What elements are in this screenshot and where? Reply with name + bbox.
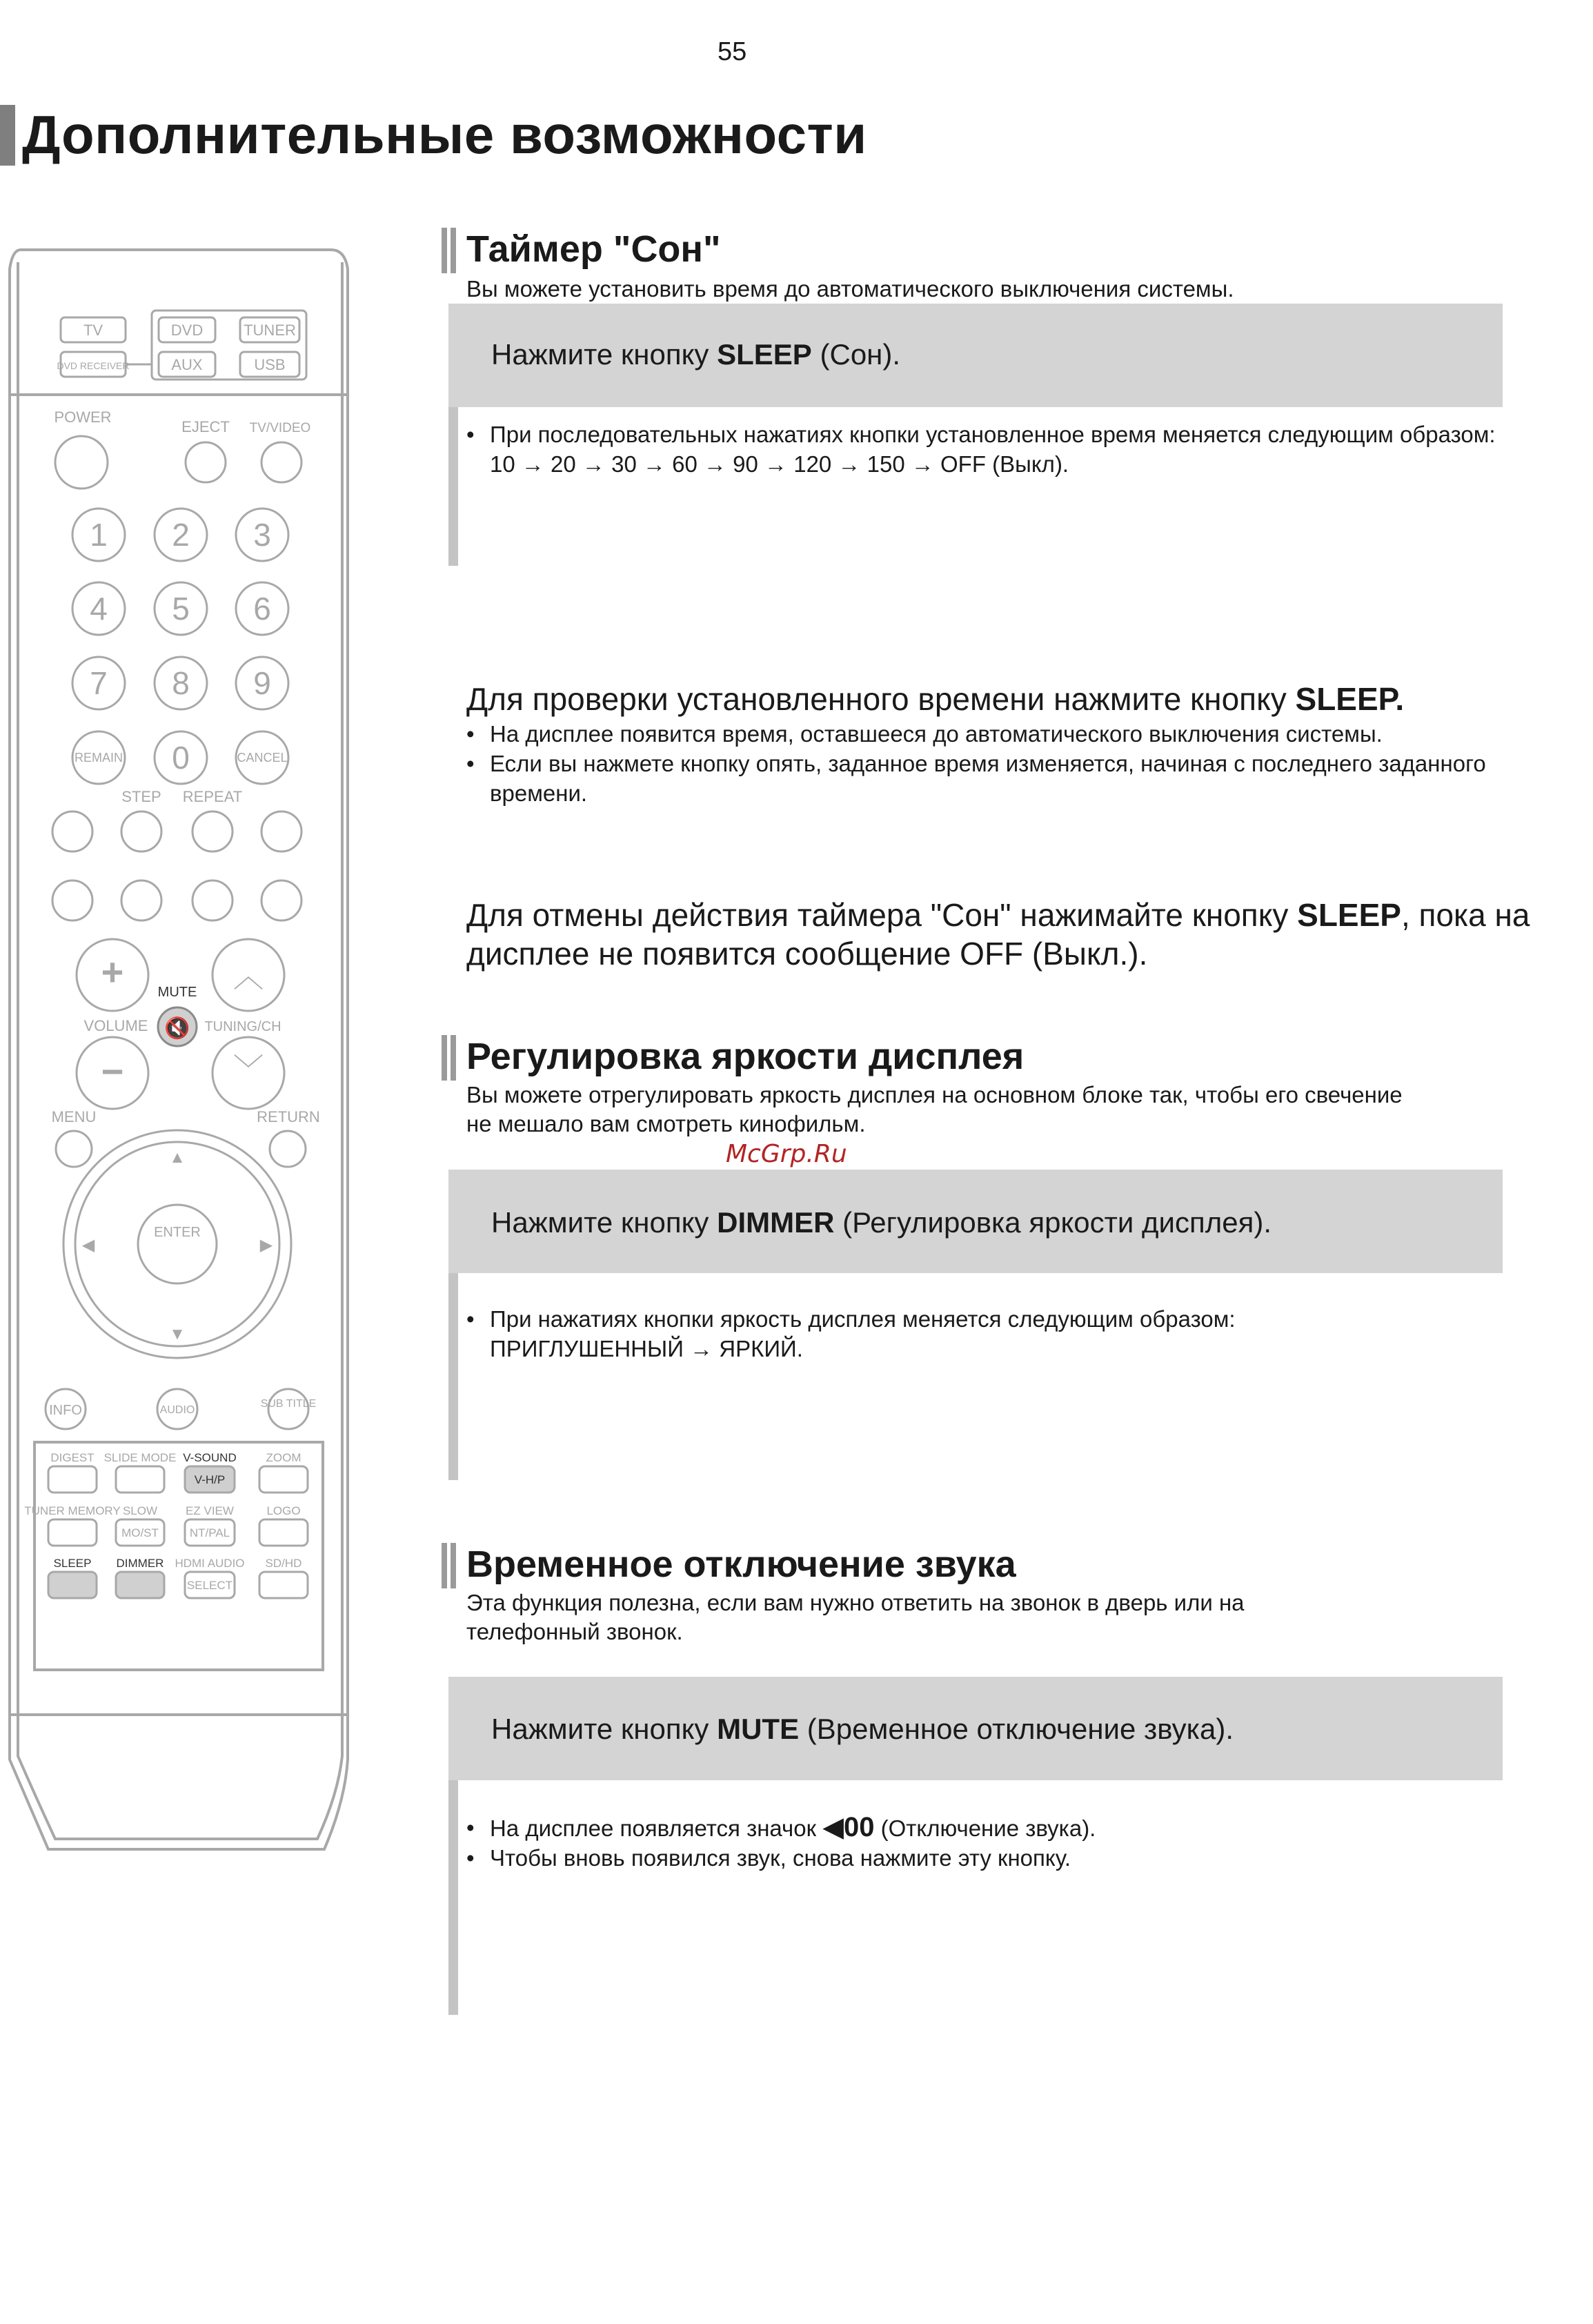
remote-label: TUNER — [244, 322, 296, 339]
vertical-rule — [448, 407, 458, 566]
remote-digit-label: REMAIN — [74, 751, 123, 765]
section-marker — [442, 1543, 457, 1588]
remote-function-label: LOGO — [266, 1504, 301, 1517]
remote-label: RETURN — [257, 1108, 320, 1125]
remote-digit-label: 4 — [90, 591, 108, 627]
dimmer-key — [116, 1572, 164, 1598]
remote-function-label: DIGEST — [50, 1451, 95, 1464]
remote-function-label: HDMI AUDIO — [175, 1557, 245, 1570]
tv-video-button — [261, 442, 301, 482]
remote-digit-label: 9 — [253, 665, 271, 701]
power-button — [55, 436, 108, 489]
svg-text:+: + — [101, 950, 124, 994]
remote-label: DVD — [170, 322, 204, 339]
list-item: • Чтобы вновь появился звук, снова нажмите эту кнопку. — [466, 1843, 1508, 1873]
svg-text:−: − — [101, 1050, 124, 1093]
remote-key-label: SELECT — [186, 1579, 233, 1592]
enter-button — [138, 1205, 217, 1283]
remote-label: MENU — [51, 1108, 97, 1125]
remote-label: TUNING/CH — [204, 1019, 281, 1034]
svg-text:▶: ▶ — [259, 1236, 273, 1254]
sleep-cancel-text: Для отмены действия таймера "Сон" нажимайте кнопку SLEEP, пока на дисплее не появится сообщение OFF (Выкл.). — [466, 897, 1530, 972]
remote-digit-label: 0 — [172, 740, 190, 776]
title-accent-bar — [0, 105, 15, 166]
page-title: Дополнительные возможности — [22, 104, 867, 165]
remote-digit-label: CANCEL — [237, 751, 288, 765]
svg-text:◀: ◀ — [81, 1236, 95, 1254]
mute-section-desc: Эта функция полезна, если вам нужно ответить на звонок в дверь или на телефонный звонок. — [466, 1590, 1245, 1644]
remote-function-label: V-SOUND — [183, 1451, 237, 1464]
svg-text:🔇: 🔇 — [164, 1017, 190, 1040]
remote-digit-label: 8 — [172, 665, 190, 701]
dimmer-section-title: Регулировка яркости дисплея — [466, 1036, 1025, 1077]
remote-function-label: SLEEP — [53, 1557, 92, 1570]
dimmer-section-desc: Вы можете отрегулировать яркость дисплея на основном блоке так, чтобы его свечение не мешало вам смотреть кинофильм. — [466, 1082, 1403, 1136]
eject-button — [186, 442, 226, 482]
mute-indicator-icon: ◀00 — [822, 1812, 875, 1842]
remote-digit-label: 7 — [90, 665, 108, 701]
remote-label: MUTE — [157, 985, 197, 1000]
remote-function-label: SLOW — [122, 1504, 158, 1517]
remote-label: EJECT — [181, 418, 230, 435]
function-keys-panel — [34, 1442, 323, 1670]
remote-label: VOLUME — [83, 1017, 148, 1034]
sleep-key — [48, 1572, 97, 1598]
remote-body-outline — [10, 250, 348, 1849]
remote-label: USB — [254, 356, 286, 373]
remote-label: TV — [83, 322, 103, 339]
remote-key-label: MO/ST — [121, 1526, 159, 1539]
remote-digit-label: 5 — [172, 591, 190, 627]
remote-control-illustration — [0, 242, 359, 1863]
sleep-section-desc: Вы можете установить время до автоматического выключения системы. — [466, 276, 1234, 302]
remote-label: DVD RECEIVER — [57, 360, 130, 371]
vertical-rule — [448, 1780, 458, 2015]
vertical-rule — [448, 1273, 458, 1480]
dimmer-action-text: Нажмите кнопку DIMMER (Регулировка яркости дисплея). — [491, 1206, 1272, 1239]
list-item: • Если вы нажмете кнопку опять, заданное время изменяется, начиная с последнего заданного времени. — [466, 749, 1508, 808]
list-item: • При последовательных нажатиях кнопки установленное время меняется следующим образом: 10 → 20 → 30 → 60 → 90 → 120 → 150 → OFF (Выкл). — [466, 420, 1508, 479]
remote-function-label: EZ VIEW — [186, 1504, 234, 1517]
remote-label: AUX — [171, 356, 203, 373]
remote-digit-label: 6 — [253, 591, 271, 627]
sleep-check-bullets — [466, 719, 1508, 808]
sleep-check-heading: Для проверки установленного времени нажмите кнопку SLEEP. — [466, 681, 1405, 717]
remote-function-label: SD/HD — [265, 1557, 302, 1570]
sleep-section-title: Таймер "Сон" — [466, 228, 721, 270]
remote-label: SUB TITLE — [260, 1398, 317, 1410]
list-item: • На дисплее появится время, оставшееся до автоматического выключения системы. — [466, 719, 1508, 749]
remote-label: INFO — [49, 1403, 82, 1418]
remote-digit-label: 1 — [90, 517, 108, 553]
remote-function-label: DIMMER — [116, 1557, 164, 1570]
remote-key-label: V-H/P — [194, 1473, 226, 1486]
remote-function-label: TUNER MEMORY — [24, 1504, 121, 1517]
remote-label: REPEAT — [182, 788, 243, 805]
sleep-action-text: Нажмите кнопку SLEEP (Сон). — [491, 338, 901, 371]
remote-label: AUDIO — [159, 1404, 195, 1416]
dimmer-bullets — [466, 1304, 1336, 1363]
menu-button — [56, 1131, 92, 1167]
svg-text:▲: ▲ — [169, 1148, 186, 1167]
svg-text:︿: ︿ — [233, 960, 264, 994]
remote-label: POWER — [54, 408, 112, 426]
remote-label: ENTER — [154, 1225, 201, 1240]
mute-action-text: Нажмите кнопку MUTE (Временное отключение звука). — [491, 1713, 1234, 1745]
section-marker — [442, 1035, 457, 1081]
remote-digit-label: 3 — [253, 517, 271, 553]
watermark: McGrp.Ru — [726, 1140, 847, 1168]
svg-text:▼: ▼ — [169, 1325, 186, 1343]
remote-key-label: NT/PAL — [189, 1526, 230, 1539]
remote-label: STEP — [121, 788, 161, 805]
list-item: • При нажатиях кнопки яркость дисплея меняется следующим образом: ПРИГЛУШЕННЫЙ → ЯРКИЙ. — [466, 1304, 1336, 1363]
remote-label: TV/VIDEO — [249, 421, 311, 435]
return-button — [270, 1131, 306, 1167]
page-number: 55 — [718, 37, 747, 66]
mute-bullets — [466, 1813, 1508, 1873]
remote-function-label: ZOOM — [266, 1451, 301, 1464]
section-marker — [442, 228, 457, 273]
mute-section-title: Временное отключение звука — [466, 1544, 1016, 1585]
sleep-bullets — [466, 420, 1508, 479]
remote-digit-label: 2 — [172, 517, 190, 553]
svg-text:﹀: ﹀ — [233, 1053, 264, 1087]
remote-function-label: SLIDE MODE — [103, 1451, 177, 1464]
list-item: • На дисплее появляется значок ◀00 (Отключение звука). — [466, 1813, 1508, 1843]
